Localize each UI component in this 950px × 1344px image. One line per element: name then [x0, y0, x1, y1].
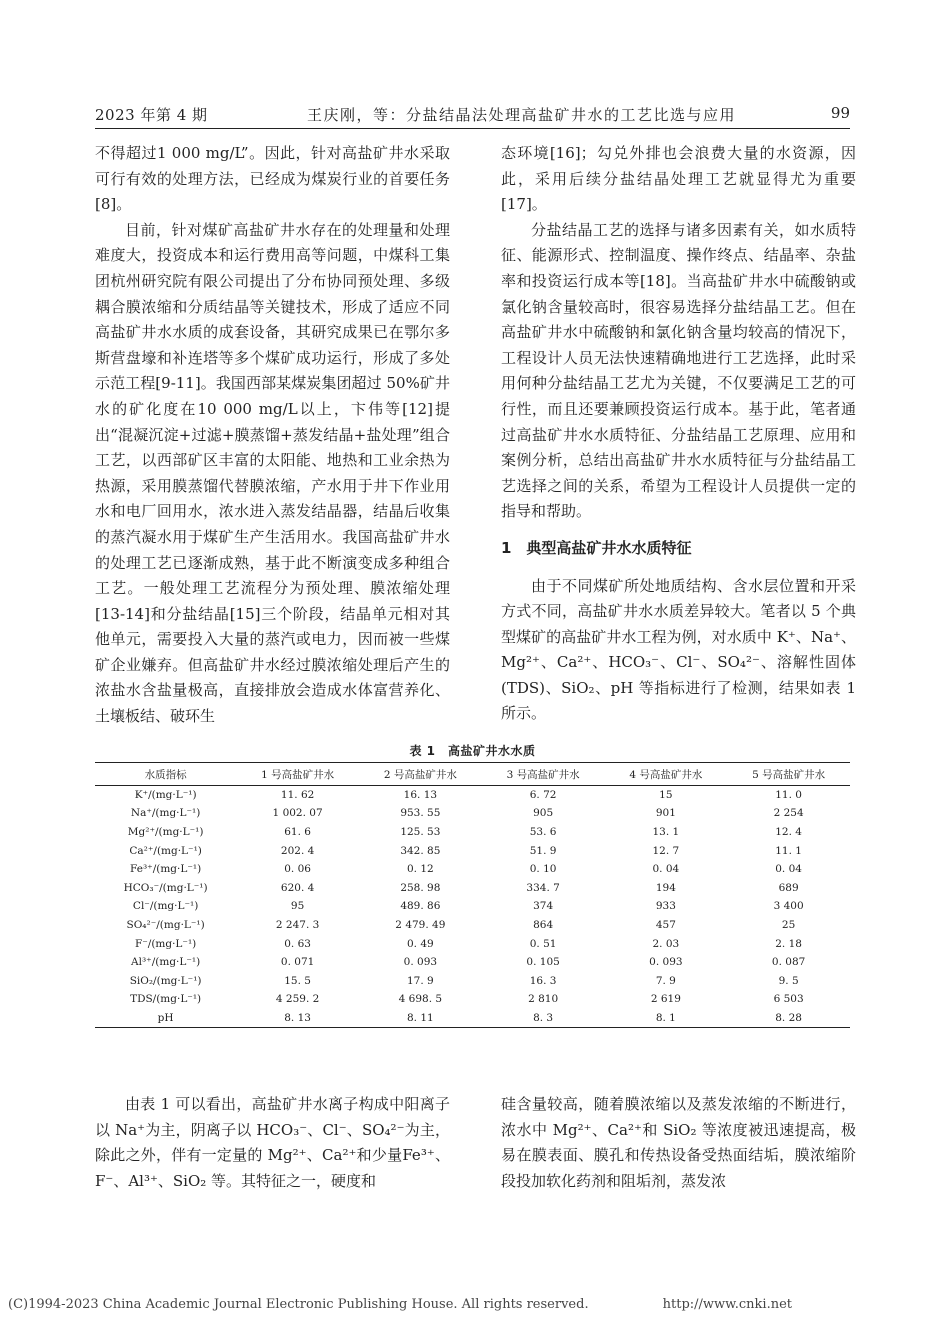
indicator-cell: SO₄²⁻/(mg·L⁻¹): [126, 918, 205, 931]
indicator-cell: Mg²⁺/(mg·L⁻¹): [127, 825, 204, 838]
indicator-cell: Ca²⁺/(mg·L⁻¹): [129, 844, 202, 857]
table-body: [95, 786, 850, 1028]
indicator-cell: TDS/(mg·L⁻¹): [130, 993, 202, 1006]
value-cell: 905: [533, 807, 554, 820]
value-cell: 620. 4: [280, 881, 315, 894]
table-row: [95, 878, 850, 897]
indicator-cell: SiO₂/(mg·L⁻¹): [129, 974, 202, 987]
value-cell: 689: [778, 881, 799, 894]
table-row: [95, 897, 850, 916]
value-cell: 11. 62: [280, 789, 315, 802]
value-cell: 342. 85: [400, 844, 441, 857]
table-row: [95, 804, 850, 823]
value-cell: 0. 071: [280, 956, 315, 969]
table-header-cell: 水质指标: [95, 763, 236, 786]
value-cell: 334. 7: [526, 881, 560, 894]
value-cell: 8. 11: [359, 1009, 482, 1028]
value-cell: 16. 3: [529, 974, 557, 987]
value-cell: 8. 13: [236, 1009, 359, 1028]
footer-url: http://www.cnki.net: [662, 1297, 792, 1312]
value-cell: 202. 4: [280, 844, 315, 857]
value-cell: 0. 49: [407, 937, 434, 950]
value-cell: 6. 72: [529, 789, 557, 802]
value-cell: 95: [290, 900, 305, 913]
value-cell: 0. 093: [649, 956, 683, 969]
value-cell: 11. 0: [775, 789, 802, 802]
paragraph: 硅含量较高，随着膜浓缩以及蒸发浓缩的不断进行，浓水中 Mg²⁺、Ca²⁺和 SiO₂ 等浓度被迅速提高，极易在膜表面、膜孔和传热设备受热面结垢，膜浓缩阶段投加软化药剂和阻垢剂，蒸发浓: [501, 1095, 856, 1190]
article-running-title: 王庆刚，等：分盐结晶法处理高盐矿井水的工艺比选与应用: [307, 106, 737, 124]
table-row: [95, 1009, 850, 1028]
indicator-cell: K⁺/(mg·L⁻¹): [134, 789, 197, 802]
indicator-cell: HCO₃⁻/(mg·L⁻¹): [123, 881, 208, 894]
value-cell: 25: [781, 918, 796, 931]
paragraph: 由表 1 可以看出，高盐矿井水离子构成中阳离子以 Na⁺为主，阴离子以 HCO₃⁻、Cl⁻、SO₄²⁻为主，除此之外，伴有一定量的 Mg²⁺、Ca²⁺和少量Fe³⁺、F⁻、Al³⁺、SiO₂ 等。其特征之一，硬度和: [95, 1095, 450, 1190]
indicator-cell: F⁻/(mg·L⁻¹): [134, 937, 197, 950]
value-cell: 51. 9: [529, 844, 557, 857]
value-cell: 17. 9: [407, 974, 434, 987]
table-row: [95, 953, 850, 972]
paragraph: 目前，针对煤矿高盐矿井水存在的处理量和处理难度大，投资成本和运行费用高等问题，中煤科工集团杭州研究院有限公司提出了分布协同预处理、多级耦合膜浓缩和分质结晶等关键技术，形成了适应不同高盐矿井水水质的成套设备，其研究成果已在鄂尔多斯营盘壕和补连塔等多个煤矿成功运行，形成了多处示范工程[9-11]。我国西部某煤炭集团超过 50%矿井水的矿化度在10 000 mg/L以上，卞伟等[12]提出“混凝沉淀+过滤+膜蒸馏+蒸发结晶+盐处理”组合工艺，以西部矿区丰富的太阳能、地热和工业余热为热源，采用膜蒸馏代替膜浓缩，产水用于井下作业用水和电厂回用水，浓水进入蒸发结晶器，结晶后收集的蒸汽凝水用于煤矿生产生活用水。我国高盐矿井水的处理工艺已逐渐成熟，基于此不断演变成多种组合工艺。一般处理工艺流程分为预处理、膜浓缩处理[13-14]和分盐结晶[15]三个阶段，结晶单元相对其他单元，需要投入大量的蒸汽或电力，因而被一些煤矿企业嫌弃。但高盐矿井水经过膜浓缩处理后产生的浓盐水含盐量极高，直接排放会造成水体富营养化、土壤板结、破环生: [95, 220, 450, 726]
value-cell: 15. 5: [284, 974, 311, 987]
value-cell: 0. 06: [284, 863, 311, 876]
table-row: [95, 860, 850, 879]
value-cell: 1 002. 07: [272, 807, 323, 820]
value-cell: 3 400: [773, 900, 804, 913]
running-header: [95, 104, 850, 130]
value-cell: 61. 6: [284, 825, 311, 838]
page-number: 99: [830, 104, 850, 122]
value-cell: 0. 04: [775, 863, 802, 876]
value-cell: 4 259. 2: [275, 993, 320, 1006]
copyright-notice: (C)1994-2023 China Academic Journal Electronic Publishing House. All rights reserved.: [8, 1297, 589, 1312]
value-cell: 11. 1: [775, 844, 802, 857]
table-header-cell: 2 号高盐矿井水: [359, 763, 482, 786]
indicator-cell: pH: [95, 1009, 236, 1028]
header-rule: [95, 128, 850, 129]
table-row: [95, 786, 850, 805]
paragraph: 由于不同煤矿所处地质结构、含水层位置和开采方式不同，高盐矿井水水质差异较大。笔者以 5 个典型煤矿的高盐矿井水工程为例，对水质中 K⁺、Na⁺、Mg²⁺、Ca²⁺、HCO₃⁻、Cl⁻、SO₄²⁻、溶解性固体(TDS)、SiO₂、pH 等指标进行了检测，结果如表 1 所示。: [501, 576, 856, 723]
value-cell: 0. 12: [407, 863, 434, 876]
value-cell: 901: [655, 807, 676, 820]
value-cell: 16. 13: [403, 789, 438, 802]
value-cell: 12. 7: [652, 844, 680, 857]
value-cell: 933: [655, 900, 676, 913]
right-column: [501, 141, 856, 731]
table-header-cell: 3 号高盐矿井水: [482, 763, 605, 786]
value-cell: 2 254: [773, 807, 804, 820]
paragraph: 态环境[16]；勾兑外排也会浪费大量的水资源，因此，采用后续分盐结晶处理工艺就显得尤为重要[17]。: [501, 144, 856, 214]
paragraph: 分盐结晶工艺的选择与诸多因素有关，如水质特征、能源形式、控制温度、操作终点、结晶率、杂盐率和投资运行成本等[18]。当高盐矿井水中硫酸钠或氯化钠含量较高时，很容易选择分盐结晶工艺。但在高盐矿井水中硫酸钠和氯化钠含量均较高的情况下，工程设计人员无法快速精确地进行工艺选择，此时采用何种分盐结晶工艺尤为关键，不仅要满足工艺的可行性，而且还要兼顾投资运行成本。基于此，笔者通过高盐矿井水水质特征、分盐结晶工艺原理、应用和案例分析，总结出高盐矿井水水质特征与分盐结晶工艺选择之间的关系，希望为工程设计人员提供一定的指导和帮助。: [501, 220, 856, 521]
value-cell: 2 810: [528, 993, 559, 1006]
section-heading: 1 典型高盐矿井水水质特征: [501, 538, 692, 557]
copyright-footer: [0, 1297, 950, 1317]
table-header-row: [95, 763, 850, 786]
value-cell: 4 698. 5: [398, 993, 443, 1006]
value-cell: 0. 63: [284, 937, 311, 950]
indicator-cell: Fe³⁺/(mg·L⁻¹): [130, 863, 202, 876]
value-cell: 0. 51: [529, 937, 557, 950]
value-cell: 8. 28: [727, 1009, 850, 1028]
value-cell: 7. 9: [655, 974, 676, 987]
value-cell: 12. 4: [775, 825, 802, 838]
value-cell: 457: [655, 918, 676, 931]
value-cell: 9. 5: [778, 974, 799, 987]
value-cell: 6 503: [773, 993, 804, 1006]
indicator-cell: Al³⁺/(mg·L⁻¹): [131, 956, 201, 969]
value-cell: 0. 087: [771, 956, 806, 969]
value-cell: 8. 3: [482, 1009, 605, 1028]
value-cell: 53. 6: [529, 825, 557, 838]
table-row: [95, 934, 850, 953]
table-row: [95, 990, 850, 1009]
value-cell: 194: [655, 881, 676, 894]
table-row: [95, 841, 850, 860]
table-row: [95, 916, 850, 935]
left-column: [95, 141, 450, 731]
table-row: [95, 971, 850, 990]
table-caption: 表 1 高盐矿井水水质: [409, 744, 536, 758]
value-cell: 2 247. 3: [275, 918, 320, 931]
value-cell: 489. 86: [400, 900, 441, 913]
water-quality-table-wrap: [95, 762, 850, 1074]
value-cell: 2 619: [650, 993, 681, 1006]
value-cell: 258. 98: [400, 881, 441, 894]
indicator-cell: Na⁺/(mg·L⁻¹): [130, 807, 201, 820]
left-column-bottom: [95, 1092, 450, 1196]
value-cell: 0. 093: [403, 956, 438, 969]
value-cell: 0. 105: [526, 956, 560, 969]
value-cell: 2. 18: [775, 937, 802, 950]
value-cell: 953. 55: [400, 807, 441, 820]
value-cell: 2 479. 49: [395, 918, 446, 931]
table-row: [95, 823, 850, 842]
value-cell: 374: [533, 900, 554, 913]
paragraph: 不得超过1 000 mg/L”。因此，针对高盐矿井水采取可行有效的处理方法，已经成为煤炭行业的首要任务[8]。: [95, 144, 450, 214]
table-header-cell: 1 号高盐矿井水: [236, 763, 359, 786]
value-cell: 15: [659, 789, 673, 802]
value-cell: 2. 03: [652, 937, 680, 950]
table-header-cell: 5 号高盐矿井水: [727, 763, 850, 786]
value-cell: 0. 10: [529, 863, 557, 876]
water-quality-table: [95, 762, 850, 1028]
value-cell: 125. 53: [400, 825, 441, 838]
journal-issue: 2023 年第 4 期: [95, 106, 208, 124]
table-header-cell: 4 号高盐矿井水: [604, 763, 727, 786]
value-cell: 0. 04: [652, 863, 680, 876]
right-column-bottom: [501, 1092, 856, 1196]
value-cell: 13. 1: [652, 825, 680, 838]
indicator-cell: Cl⁻/(mg·L⁻¹): [132, 900, 199, 913]
value-cell: 864: [533, 918, 554, 931]
value-cell: 8. 1: [604, 1009, 727, 1028]
